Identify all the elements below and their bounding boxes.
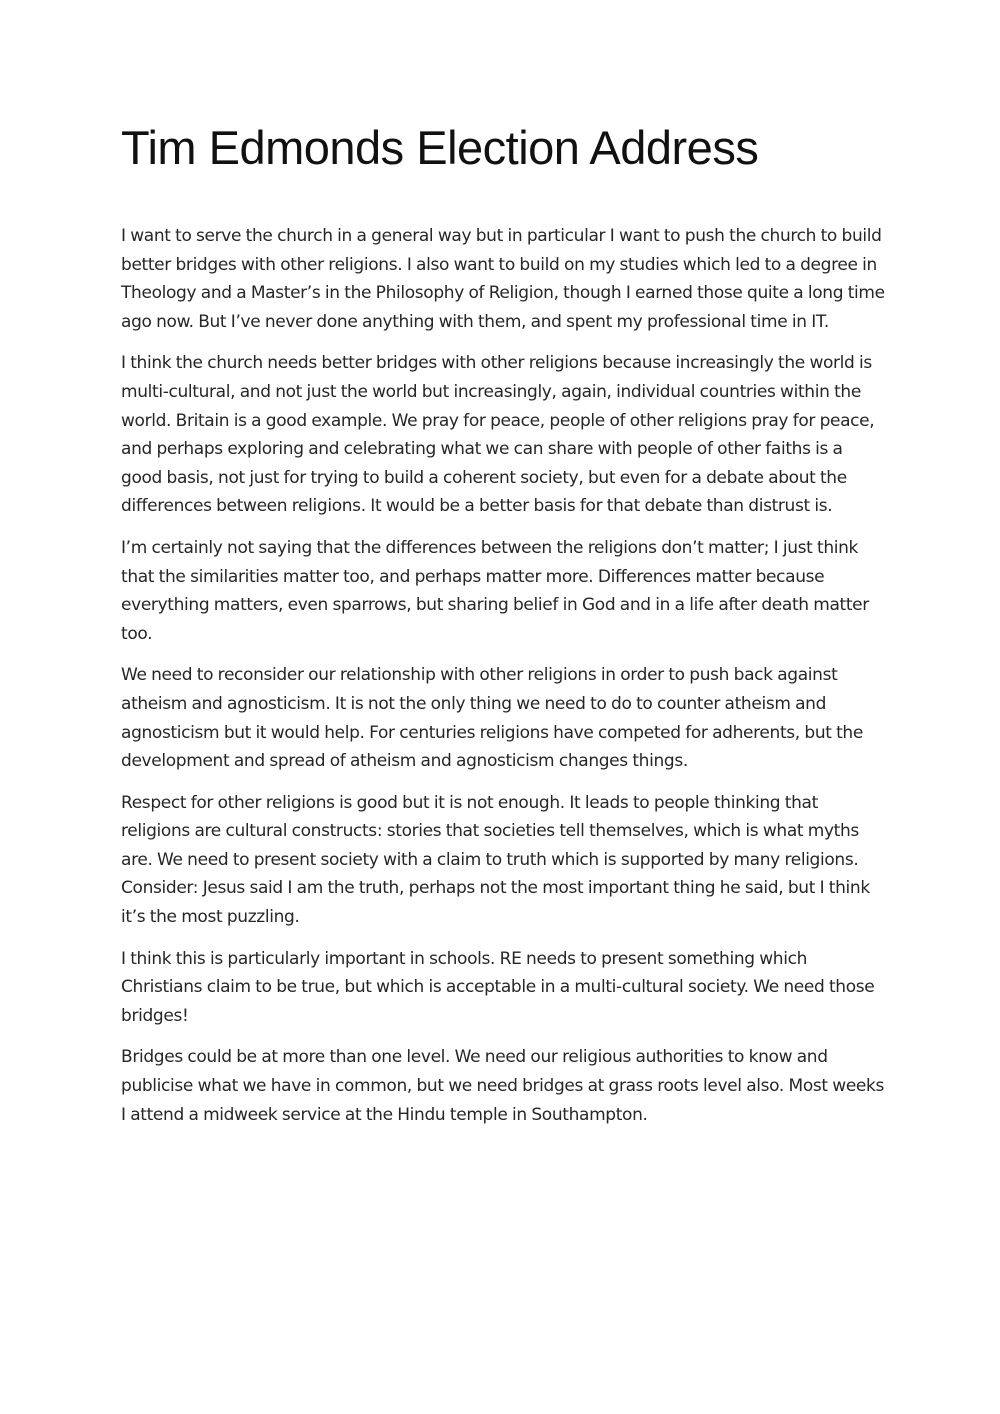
paragraph-1: I want to serve the church in a general way but in particular I want to push the church to build better bridges with other religions. I also want to build on my studies which led to a degree in Theology and a Master’s in the Philosophy of Religion, though I earned those quite a long time ago now. But I’ve never done anything with them, and spent my professional time in IT. — [121, 226, 885, 332]
paragraph-2: I think the church needs better bridges with other religions because increasingly the world is multi-cultural, and not just the world but increasingly, again, individual countries within the world. Britain is a good example. We pray for peace, people of other religions pray for peace, and perhaps exploring and celebrating what we can share with people of other faiths is a good basis, not just for trying to build a coherent society, but even for a debate about the differences between religions. It would be a better basis for that debate than distrust is. — [121, 353, 875, 517]
paragraph-3: I’m certainly not saying that the differences between the religions don’t matter; I just think that the similarities matter too, and perhaps matter more. Differences matter because everything matters, even sparrows, but sharing belief in God and in a life after death matter too. — [121, 537, 869, 644]
paragraph-5: Respect for other religions is good but it is not enough. It leads to people thinking that religions are cultural constructs: stories that societies tell themselves, which is what myths are. We need to present society with a claim to truth which is supported by many religions. Consider: Jesus said I am the truth, perhaps not the most important thing he said, but I think it’s the most puzzling. — [121, 792, 870, 928]
document-body — [121, 222, 886, 1142]
paragraph-6: I think this is particularly important in schools. RE needs to present something which Christians claim to be true, but which is acceptable in a multi-cultural society. We need those bridges! — [121, 948, 875, 1026]
paragraph-7: Bridges could be at more than one level. We need our religious authorities to know and publicise what we have in common, but we need bridges at grass roots level also. Most weeks I attend a midweek service at the Hindu temple in Southampton. — [121, 1047, 885, 1125]
paragraph-4: We need to reconsider our relationship with other religions in order to push back against atheism and agnosticism. It is not the only thing we need to do to counter atheism and agnosticism but it would help. For centuries religions have competed for adherents, but the development and spread of atheism and agnosticism changes things. — [121, 665, 863, 772]
document-title: Tim Edmonds Election Address — [121, 121, 759, 174]
